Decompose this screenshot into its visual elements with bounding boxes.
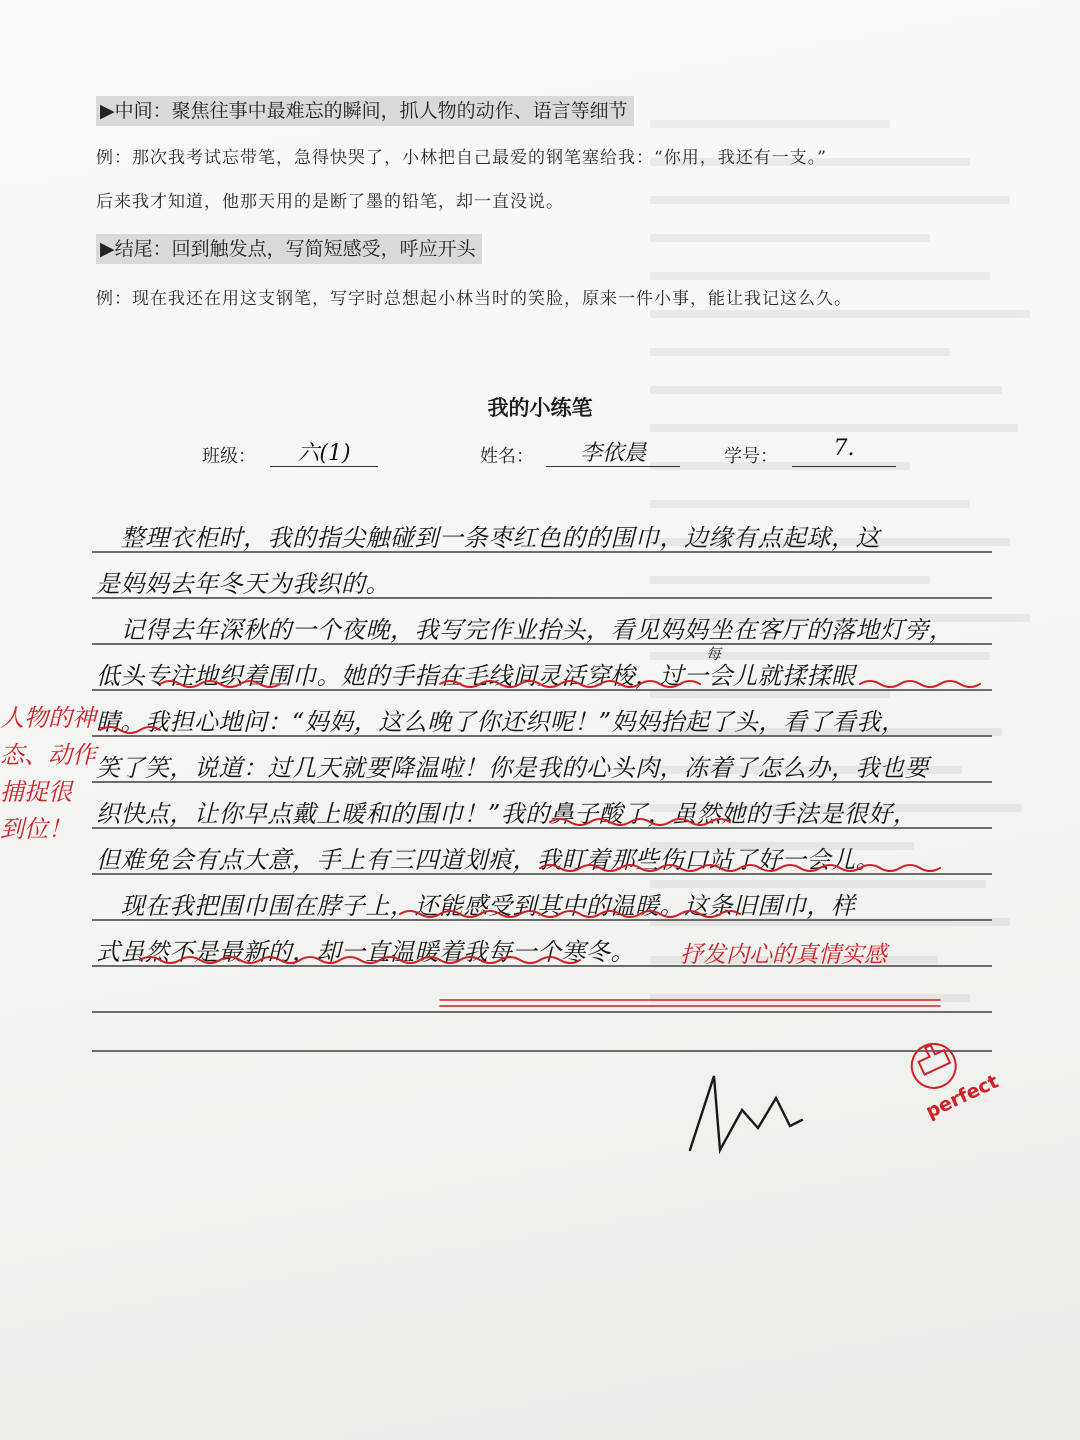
name-value: 李依晨 bbox=[546, 436, 680, 467]
worksheet-title: 我的小练笔 bbox=[487, 396, 593, 420]
teacher-signature bbox=[690, 1076, 802, 1150]
middle-example-line-1: 例：那次我考试忘带笔，急得快哭了，小林把自己最爱的钢笔塞给我：“你用，我还有一支。” bbox=[96, 148, 827, 168]
essay-line: 低头专注地织着围巾。她的手指在毛线间灵活穿梭，过一会儿就揉揉眼 bbox=[96, 662, 856, 690]
middle-section-heading: ▶中间：聚焦往事中最难忘的瞬间，抓人物的动作、语言等细节 bbox=[96, 96, 634, 126]
insertion-mark: 每 bbox=[706, 645, 722, 663]
essay-line: 记得去年深秋的一个夜晚，我写完作业抬头，看见妈妈坐在客厅的落地灯旁， bbox=[96, 616, 954, 644]
essay-line: 是妈妈去年冬天为我织的。 bbox=[96, 570, 390, 598]
student-number-label: 学号： bbox=[724, 446, 778, 467]
student-number-value: 7. bbox=[792, 436, 896, 467]
essay-line: 笑了笑，说道：过几天就要降温啦！你是我的心头肉，冻着了怎么办，我也要 bbox=[96, 754, 929, 782]
class-label: 班级： bbox=[202, 446, 256, 467]
name-label: 姓名： bbox=[480, 446, 534, 467]
wavy-underline bbox=[160, 681, 280, 687]
ending-example: 例：现在我还在用这支钢笔，写字时总想起小林当时的笑脸，原来一件小事，能让我记这么久。 bbox=[96, 289, 852, 309]
wavy-underline bbox=[400, 911, 740, 917]
essay-line: 式虽然不是最新的，却一直温暖着我每一个寒冬。 bbox=[96, 938, 635, 966]
stamp-label: perfect bbox=[922, 1070, 1002, 1124]
wavy-underline bbox=[100, 727, 160, 733]
ending-section-heading: ▶结尾：回到触发点，写简短感受，呼应开头 bbox=[96, 234, 482, 264]
wavy-underline bbox=[540, 865, 940, 871]
teacher-end-comment: 抒发内心的真情实感 bbox=[680, 942, 887, 968]
wavy-underline bbox=[140, 957, 580, 963]
wavy-underline bbox=[440, 681, 700, 687]
wavy-underline bbox=[860, 681, 980, 687]
essay-line: 织快点，让你早点戴上暖和的围巾！”我的鼻子酸了，虽然她的手法是很好， bbox=[96, 800, 918, 828]
essay-line: 但难免会有点大意，手上有三四道划痕，我盯着那些伤口站了好一会儿。 bbox=[96, 846, 880, 874]
essay-line: 睛。我担心地问：“妈妈，这么晚了你还织呢！”妈妈抬起了头，看了看我， bbox=[96, 708, 906, 736]
teacher-margin-comment: 人物的神 态、动作 捕捉很 到位！ bbox=[0, 704, 96, 843]
middle-example-line-2: 后来我才知道，他那天用的是断了墨的铅笔，却一直没说。 bbox=[96, 192, 564, 212]
essay-line: 现在我把围巾围在脖子上，还能感受到其中的温暖。这条旧围巾，样 bbox=[96, 892, 856, 920]
class-value: 六(1) bbox=[270, 436, 378, 467]
perfect-stamp bbox=[901, 1024, 1002, 1123]
essay-line: 整理衣柜时，我的指尖触碰到一条枣红色的的围巾，边缘有点起球，这 bbox=[96, 524, 880, 552]
double-underline bbox=[440, 1000, 940, 1006]
wavy-underline bbox=[550, 819, 730, 825]
